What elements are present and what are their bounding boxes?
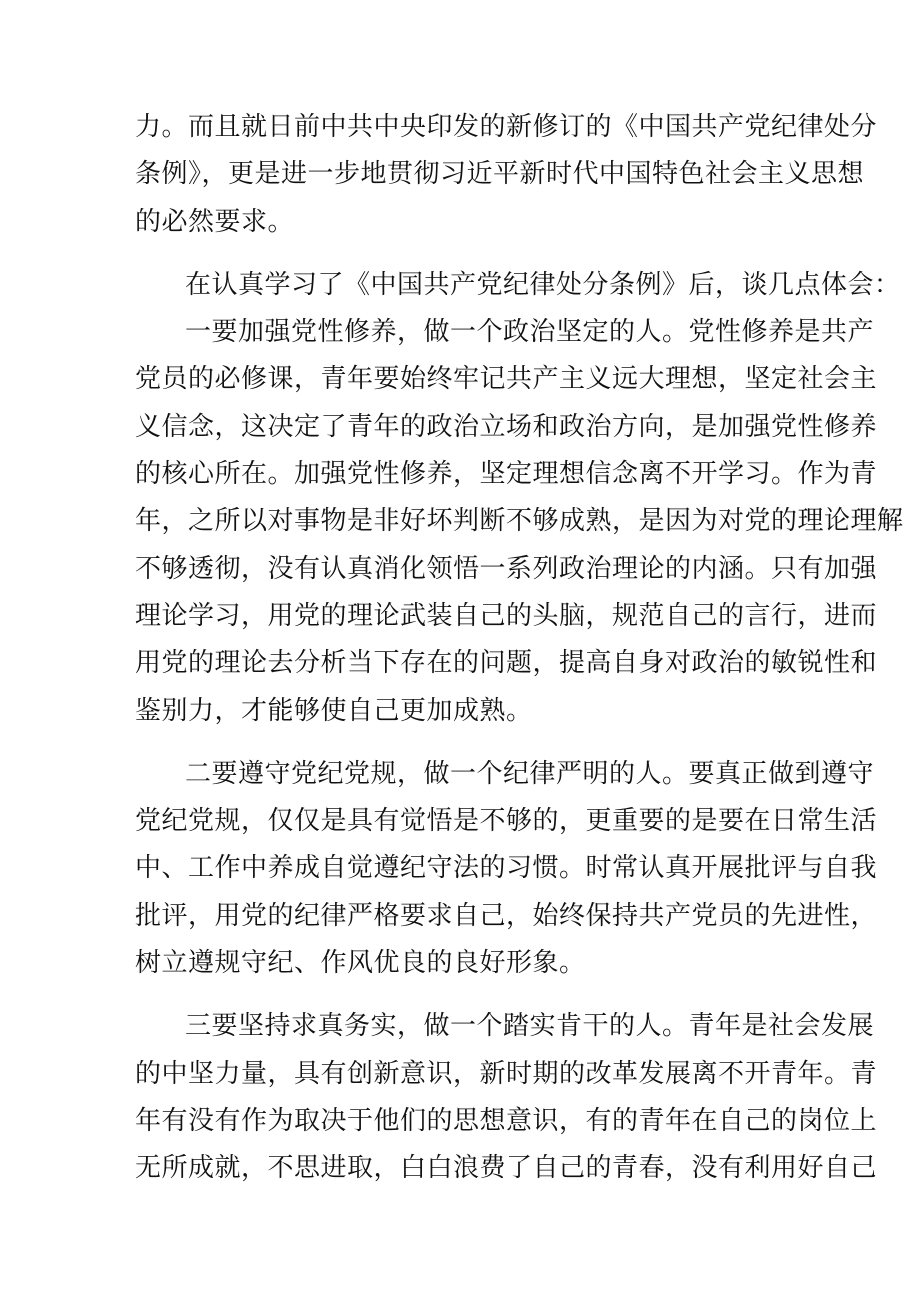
text-line: 的中坚力量，具有创新意识，新时期的改革发展离不开青年。青 — [135, 1058, 878, 1089]
text-line: 三要坚持求真务实，做一个踏实肯干的人。青年是社会发展 — [185, 1011, 875, 1042]
text-line: 鉴别力，才能够使自己更加成熟。 — [135, 695, 533, 726]
text-line: 的核心所在。加强党性修养，坚定理想信念离不开学习。作为青 — [135, 459, 878, 490]
text-line: 不够透彻，没有认真消化领悟一系列政治理论的内涵。只有加强 — [135, 553, 878, 584]
text-line: 在认真学习了《中国共产党纪律处分条例》后，谈几点体会： — [185, 269, 901, 300]
paragraph-2 — [135, 262, 901, 309]
text-line: 一要加强党性修养，做一个政治坚定的人。党性修养是共产 — [185, 317, 875, 348]
paragraph-3 — [135, 309, 904, 735]
text-line: 中、工作中养成自觉遵纪守法的习惯。时常认真开展批评与自我 — [135, 853, 878, 884]
paragraph-gap — [135, 735, 795, 751]
text-line: 理论学习，用党的理论武装自己的头脑，规范自己的言行，进而 — [135, 600, 878, 631]
document-body — [135, 104, 904, 1193]
paragraph-1 — [135, 104, 878, 246]
paragraph-5 — [135, 1003, 878, 1192]
text-line: 力。而且就日前中共中央印发的新修订的《中国共产党纪律处分 — [135, 112, 878, 142]
text-line: 条例》，更是进一步地贯彻习近平新时代中国特色社会主义思想 — [135, 159, 865, 190]
text-line: 党员的必修课，青年要始终牢记共产主义远大理想，坚定社会主 — [135, 364, 878, 395]
text-line: 年有没有作为取决于他们的思想意识，有的青年在自己的岗位上 — [135, 1105, 878, 1136]
text-line: 年，之所以对事物是非好坏判断不够成熟，是因为对党的理论理解 — [135, 506, 904, 537]
text-line: 党纪党规，仅仅是具有觉悟是不够的，更重要的是要在日常生活 — [135, 806, 878, 837]
paragraph-gap — [135, 246, 795, 262]
text-line: 二要遵守党纪党规，做一个纪律严明的人。要真正做到遵守 — [185, 758, 875, 789]
text-line: 的必然要求。 — [135, 206, 295, 237]
text-line: 批评，用党的纪律严格要求自己，始终保持共产党员的先进性， — [135, 900, 878, 931]
text-line: 树立遵规守纪、作风优良的良好形象。 — [135, 948, 586, 979]
paragraph-gap — [135, 987, 795, 1003]
paragraph-4 — [135, 751, 878, 987]
text-line: 义信念，这决定了青年的政治立场和政治方向，是加强党性修养 — [135, 411, 878, 442]
text-line: 用党的理论去分析当下存在的问题，提高自身对政治的敏锐性和 — [135, 648, 878, 679]
text-line: 无所成就，不思进取，白白浪费了自己的青春，没有利用好自己 — [135, 1153, 878, 1184]
